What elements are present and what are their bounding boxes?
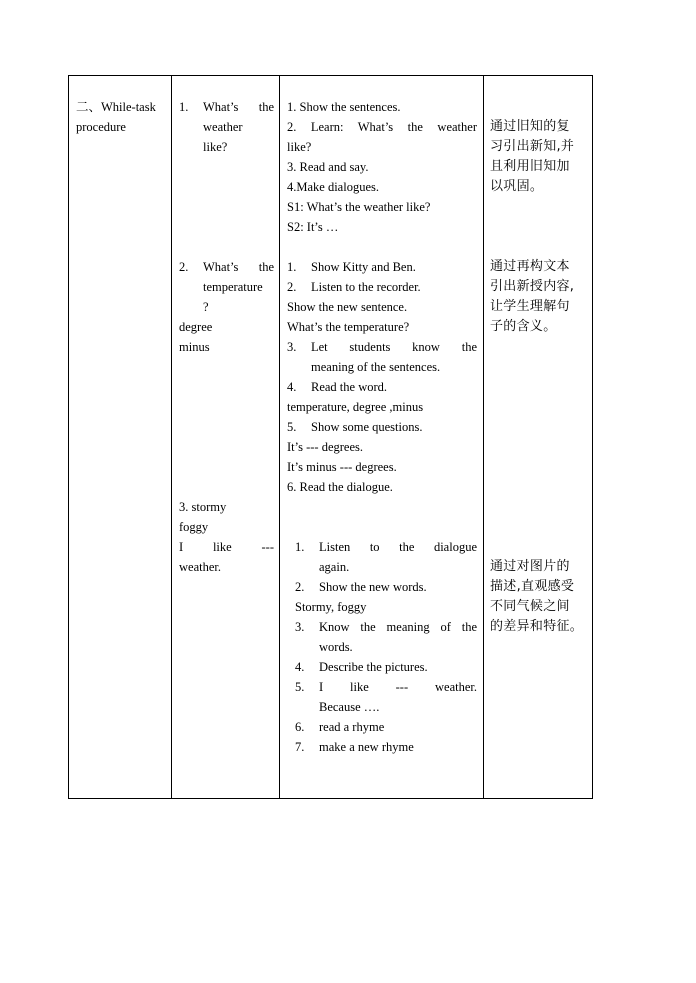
procedure-line: Stormy, foggy bbox=[295, 600, 367, 614]
procedure-line: What’s the temperature? bbox=[287, 320, 410, 334]
procedure-line: 6. Read the dialogue. bbox=[287, 480, 393, 494]
procedure-line: again. bbox=[319, 560, 350, 574]
item-number: 7. bbox=[295, 740, 305, 754]
purpose-note-2 bbox=[490, 257, 586, 337]
procedure-line: 4.Make dialogues. bbox=[287, 180, 379, 194]
item-text: What’s the bbox=[203, 100, 274, 114]
procedure-block-1 bbox=[287, 97, 477, 237]
content-item-2 bbox=[179, 257, 274, 357]
note-line: 引出新授内容, bbox=[490, 279, 575, 294]
item-text: 3. stormy bbox=[179, 500, 227, 514]
item-text: like? bbox=[203, 140, 228, 154]
item-number: 1. bbox=[295, 540, 305, 554]
procedure-line: Show the new sentence. bbox=[287, 300, 408, 314]
item-number: 2. bbox=[295, 580, 305, 594]
item-number: 4. bbox=[287, 380, 297, 394]
item-number: 2. bbox=[287, 280, 297, 294]
content-cell bbox=[172, 76, 280, 799]
note-line: 的差异和特征。 bbox=[490, 619, 584, 634]
item-text: weather. bbox=[179, 560, 221, 574]
stage-cell bbox=[69, 76, 172, 799]
item-number: 2. bbox=[179, 260, 189, 274]
note-line: 让学生理解句 bbox=[490, 299, 570, 314]
note-line: 不同气候之间 bbox=[490, 599, 570, 614]
item-text: temperature bbox=[203, 280, 263, 294]
procedure-line: make a new rhyme bbox=[319, 740, 414, 754]
word-degree: degree bbox=[179, 320, 213, 334]
table-row bbox=[69, 76, 593, 799]
procedure-line: Know the meaning of the bbox=[319, 620, 477, 634]
note-line: 通过再构文本 bbox=[490, 259, 570, 274]
note-line: 习引出新知,并 bbox=[490, 139, 575, 154]
procedure-line: S1: What’s the weather like? bbox=[287, 200, 431, 214]
procedure-line: Because …. bbox=[319, 700, 380, 714]
note-line: 以巩固。 bbox=[490, 179, 544, 194]
content-item-3 bbox=[179, 497, 274, 577]
procedure-block-2 bbox=[287, 257, 477, 497]
purpose-note-1 bbox=[490, 117, 586, 197]
procedure-line: Let students know the bbox=[311, 340, 477, 354]
procedure-line: read a rhyme bbox=[319, 720, 385, 734]
procedure-line: It’s --- degrees. bbox=[287, 440, 364, 454]
procedure-line: Show the new words. bbox=[319, 580, 427, 594]
item-number: 3. bbox=[295, 620, 305, 634]
procedure-line: words. bbox=[319, 640, 353, 654]
item-text: weather bbox=[203, 120, 243, 134]
procedure-line: It’s minus --- degrees. bbox=[287, 460, 397, 474]
item-text: ? bbox=[203, 300, 209, 314]
content-item-1 bbox=[179, 97, 274, 157]
procedure-cell bbox=[280, 76, 484, 799]
item-number: 5. bbox=[287, 420, 297, 434]
purpose-note-3 bbox=[490, 557, 586, 637]
item-number: 1. bbox=[179, 100, 189, 114]
item-text: foggy bbox=[179, 520, 209, 534]
procedure-line: Show Kitty and Ben. bbox=[311, 260, 416, 274]
procedure-line: Listen to the dialogue bbox=[319, 540, 477, 554]
procedure-block-3 bbox=[295, 537, 477, 757]
item-text: I like --- bbox=[179, 540, 274, 554]
item-number: 3. bbox=[287, 340, 297, 354]
item-text: What’s the bbox=[203, 260, 274, 274]
procedure-line: 1. Show the sentences. bbox=[287, 100, 401, 114]
note-line: 且利用旧知加 bbox=[490, 159, 570, 174]
procedure-line: I like --- weather. bbox=[319, 680, 477, 694]
procedure-line: 3. Read and say. bbox=[287, 160, 369, 174]
note-line: 描述,直观感受 bbox=[490, 579, 575, 594]
procedure-line: 2. Learn: What’s the weather bbox=[287, 120, 477, 134]
lesson-plan-table bbox=[68, 75, 593, 799]
procedure-line: Read the word. bbox=[311, 380, 388, 394]
procedure-line: meaning of the sentences. bbox=[311, 360, 441, 374]
item-number: 1. bbox=[287, 260, 297, 274]
item-number: 6. bbox=[295, 720, 305, 734]
note-line: 通过旧知的复 bbox=[490, 119, 570, 134]
purpose-cell bbox=[484, 76, 593, 799]
stage-label: 二、While-task procedure bbox=[76, 100, 156, 134]
item-number: 4. bbox=[295, 660, 305, 674]
procedure-line: like? bbox=[287, 140, 312, 154]
procedure-line: Listen to the recorder. bbox=[311, 280, 421, 294]
procedure-line: temperature, degree ,minus bbox=[287, 400, 424, 414]
procedure-line: Describe the pictures. bbox=[319, 660, 428, 674]
note-line: 通过对图片的 bbox=[490, 559, 570, 574]
procedure-line: S2: It’s … bbox=[287, 220, 339, 234]
note-line: 子的含义。 bbox=[490, 319, 557, 334]
word-minus: minus bbox=[179, 340, 210, 354]
procedure-line: Show some questions. bbox=[311, 420, 423, 434]
item-number: 5. bbox=[295, 680, 305, 694]
